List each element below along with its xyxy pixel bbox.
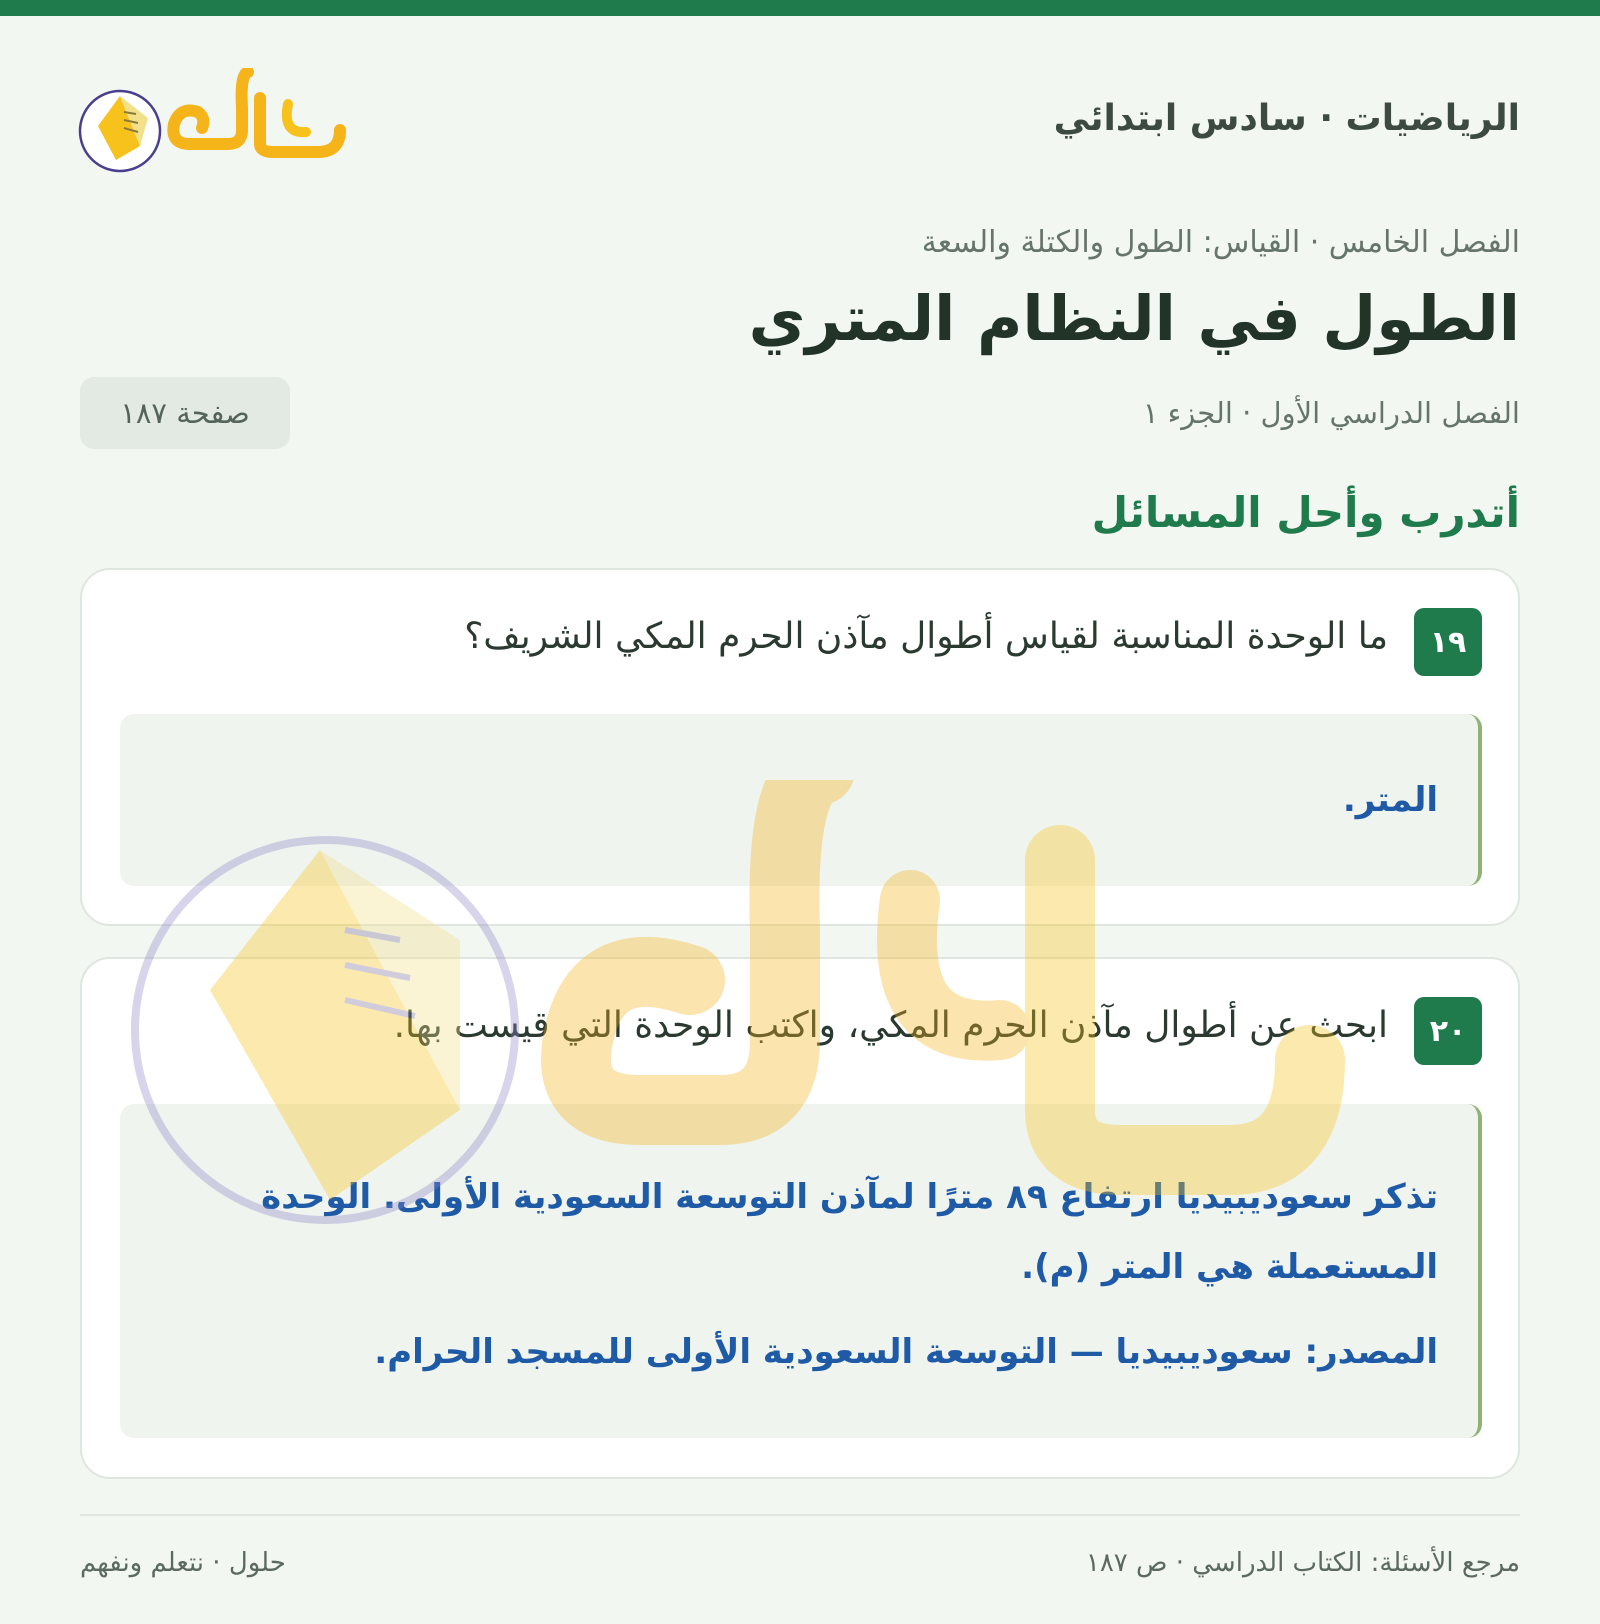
question-card — [80, 957, 1520, 1479]
answer-box — [120, 714, 1482, 886]
subject-label: الرياضيات · سادس ابتدائي — [1053, 98, 1520, 139]
question-text: ما الوحدة المناسبة لقياس أطوال مآذن الحرم المكي الشريف؟ — [464, 616, 1388, 657]
hulul-logo — [78, 68, 358, 178]
section-title: أتدرب وأحل المسائل — [1091, 488, 1520, 537]
footer-brand: حلول · نتعلم ونفهم — [80, 1548, 286, 1578]
answer-box — [120, 1104, 1482, 1438]
question-text: ابحث عن أطوال مآذن الحرم المكي، واكتب الوحدة التي قيست بها. — [393, 1005, 1388, 1046]
question-number-badge: ٢٠ — [1414, 997, 1482, 1065]
question-card — [80, 568, 1520, 926]
answer-source: المصدر: سعوديبيديا — التوسعة السعودية الأولى للمسجد الحرام. — [374, 1332, 1438, 1372]
answer-text: المتر. — [1342, 780, 1438, 820]
question-number-badge: ١٩ — [1414, 608, 1482, 676]
semester-label: الفصل الدراسي الأول · الجزء ١ — [1142, 396, 1520, 430]
footer-divider — [80, 1514, 1520, 1516]
top-accent-bar — [0, 0, 1600, 16]
page-number-badge: صفحة ١٨٧ — [80, 377, 290, 449]
page-title: الطول في النظام المتري — [748, 282, 1520, 355]
answer-text: تذكر سعوديبيديا ارتفاع ٨٩ مترًا لمآذن التوسعة السعودية الأولى. الوحدة المستعملة هي المتر (م). — [261, 1177, 1438, 1287]
breadcrumb: الفصل الخامس · القياس: الطول والكتلة والسعة — [921, 225, 1520, 260]
footer-reference: مرجع الأسئلة: الكتاب الدراسي · ص ١٨٧ — [1085, 1548, 1520, 1578]
